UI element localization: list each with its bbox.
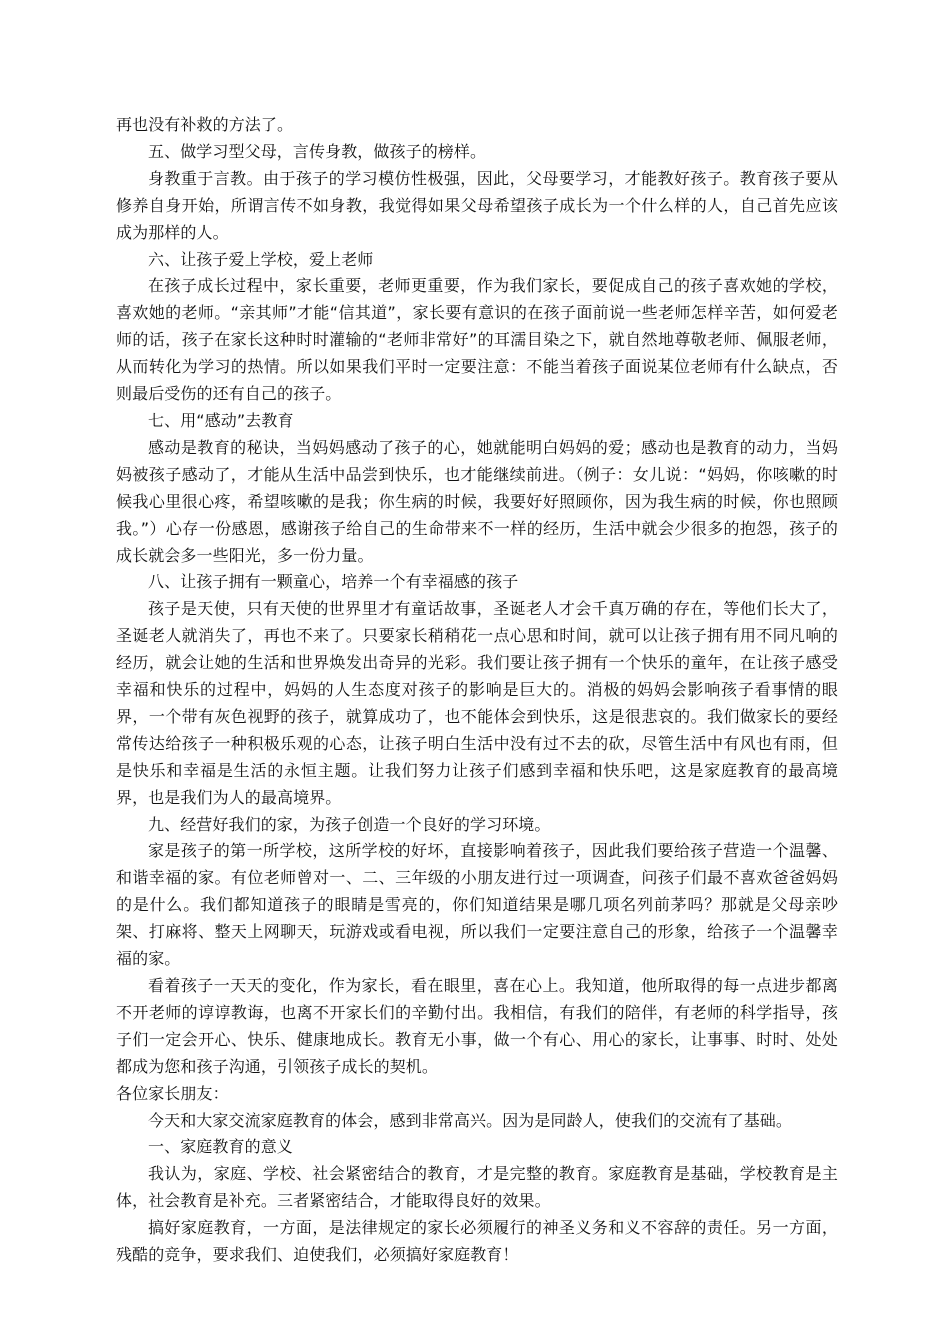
section-heading: 五、做学习型父母，言传身教，做孩子的榜样。 [148,141,487,161]
section-heading: 七、用“感动”去教育 [148,410,294,430]
paragraph: 家是孩子的第一所学校，这所学校的好坏，直接影响着孩子，因此我们要给孩子营造一个温馨、和谐幸福的家。有位老师曾对一、二、三年级的小朋友进行过一项调查，问孩子们最不喜欢爸爸妈妈的是什么。我们都知道孩子的眼睛是雪亮的，你们知道结果是哪几项名列前茅吗？那就是父母亲吵架、打麻将、整天上网聊天，玩游戏或看电视，所以我们一定要注意自己的形象，给孩子一个温馨幸福的家。 [116,841,838,969]
paragraph: 看着孩子一天天的变化，作为家长，看在眼里，喜在心上。我知道，他所取得的每一点进步都离不开老师的谆谆教诲，也离不开家长们的辛勤付出。我相信，有我们的陪伴，有老师的科学指导，孩子们一定会开心、快乐、健康地成长。教育无小事，做一个有心、用心的家长，让事事、时时、处处都成为您和孩子沟通，引领孩子成长的契机。 [116,976,838,1076]
document-page [116,112,838,1269]
paragraph: 孩子是天使，只有天使的世界里才有童话故事，圣诞老人才会千真万确的存在，等他们长大了，圣诞老人就消失了，再也不来了。只要家长稍稍花一点心思和时间，就可以让孩子拥有用不同凡响的经历，就会让她的生活和世界焕发出奇异的光彩。我们要让孩子拥有一个快乐的童年，在让孩子感受幸福和快乐的过程中，妈妈的人生态度对孩子的影响是巨大的。消极的妈妈会影响孩子看事情的眼界，一个带有灰色视野的孩子，就算成功了，也不能体会到快乐，这是很悲哀的。我们做家长的要经常传达给孩子一种积极乐观的心态，让孩子明白生活中没有过不去的砍，尽管生活中有风也有雨，但是快乐和幸福是生活的永恒主题。让我们努力让孩子们感到幸福和快乐吧，这是家庭教育的最高境界，也是我们为人的最高境界。 [116,599,838,807]
paragraph: 搞好家庭教育，一方面，是法律规定的家长必须履行的神圣义务和义不容辞的责任。另一方面，残酷的竞争，要求我们、迫使我们，必须搞好家庭教育！ [116,1218,838,1265]
paragraph: 再也没有补救的方法了。 [116,115,294,134]
paragraph: 在孩子成长过程中，家长重要，老师更重要，作为我们家长，要促成自己的孩子喜欢她的学校，喜欢她的老师。“亲其师”才能“信其道”，家长要有意识的在孩子面前说一些老师怎样辛苦，如何爱老师的话，孩子在家长这种时时灌输的“老师非常好”的耳濡目染之下，就自然地尊敬老师、佩服老师，从而转化为学习的热情。所以如果我们平时一定要注意：不能当着孩子面说某位老师有什么缺点，否则最后受伤的还有自己的孩子。 [116,276,838,404]
paragraph: 感动是教育的秘诀，当妈妈感动了孩子的心，她就能明白妈妈的爱；感动也是教育的动力，当妈妈被孩子感动了，才能从生活中品尝到快乐，也才能继续前进。（例子：女儿说：“妈妈，你咳嗽的时候我心里很心疼，希望咳嗽的是我；你生病的时候，我要好好照顾你，因为我生病的时候，你也照顾我。”）心存一份感恩，感谢孩子给自己的生命带来不一样的经历，生活中就会少很多的抱怨，孩子的成长就会多一些阳光，多一份力量。 [116,437,838,565]
paragraph: 我认为，家庭、学校、社会紧密结合的教育，才是完整的教育。家庭教育是基础，学校教育是主体，社会教育是补充。三者紧密结合，才能取得良好的效果。 [116,1164,838,1211]
section-heading: 一、家庭教育的意义 [148,1137,293,1157]
salutation: 各位家长朋友： [116,1083,229,1103]
paragraph: 身教重于言教。由于孩子的学习模仿性极强，因此，父母要学习，才能教好孩子。教育孩子要从修养自身开始，所谓言传不如身教，我觉得如果父母希望孩子成长为一个什么样的人，自己首先应该成为那样的人。 [116,168,838,242]
section-heading: 六、让孩子爱上学校，爱上老师 [148,249,374,269]
paragraph: 今天和大家交流家庭教育的体会，感到非常高兴。因为是同龄人，使我们的交流有了基础。 [148,1110,793,1130]
section-heading: 八、让孩子拥有一颗童心，培养一个有幸福感的孩子 [148,572,519,592]
section-heading: 九、经营好我们的家，为孩子创造一个良好的学习环境。 [148,814,551,834]
